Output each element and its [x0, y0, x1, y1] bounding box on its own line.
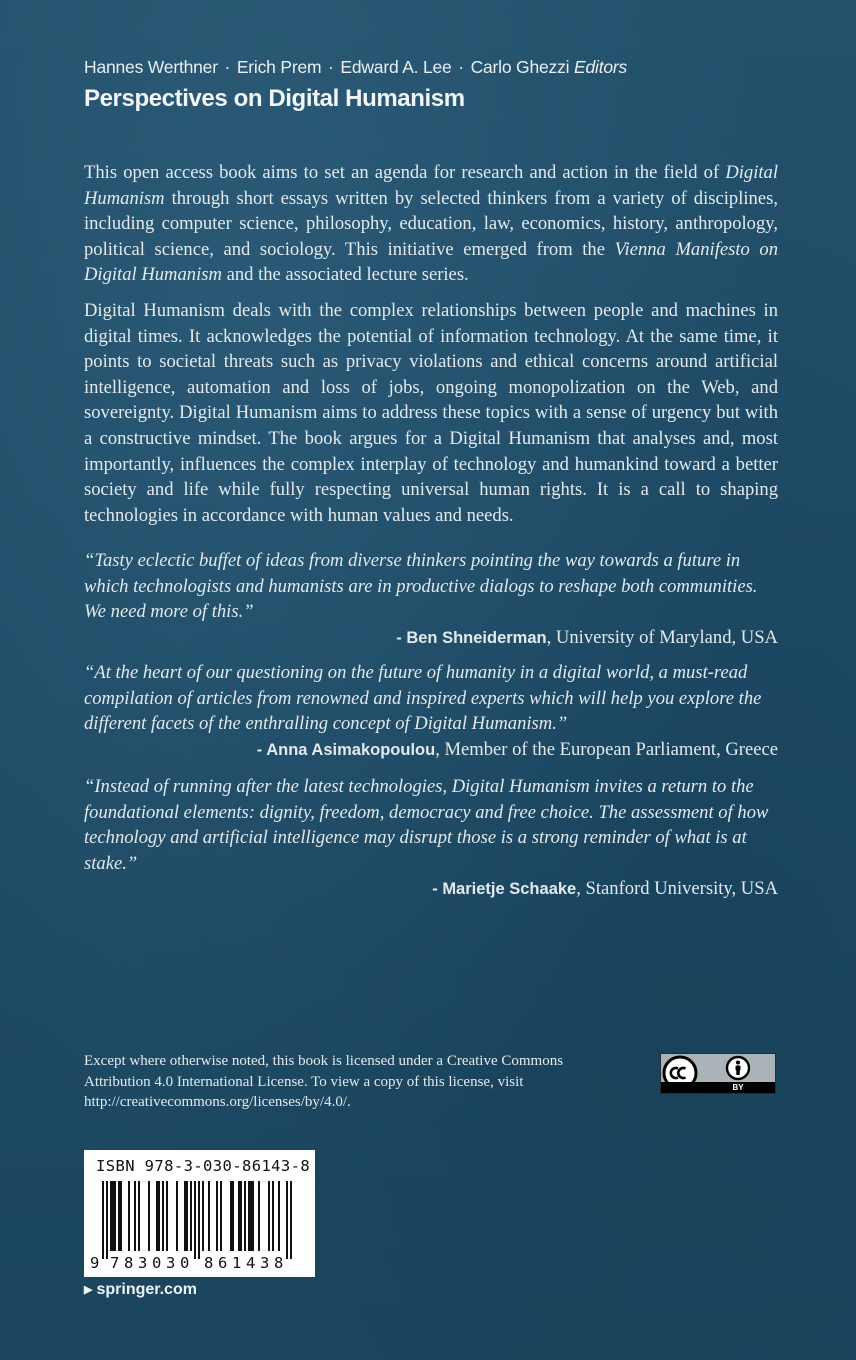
barcode-bar: [258, 1181, 260, 1251]
endorser-name: Marietje Schaake: [442, 880, 577, 898]
barcode-bar: [110, 1181, 116, 1251]
barcode-bar: [220, 1181, 222, 1251]
separator-dot: ·: [458, 57, 464, 77]
barcode-bar: [248, 1181, 254, 1251]
description-emphasis: Digital Humanism: [84, 162, 778, 209]
barcode-digit: 9: [90, 1254, 100, 1272]
barcode-digit: 1: [232, 1254, 242, 1272]
barcode-bar: [138, 1181, 140, 1251]
barcode-digit: 8: [124, 1254, 134, 1272]
attribution-dash: -: [432, 880, 443, 898]
description-paragraph-1: [84, 160, 778, 288]
barcode-bar: [272, 1181, 274, 1251]
editors-role: Editors: [574, 57, 628, 77]
barcode-bar: [162, 1181, 164, 1251]
attribution-dash: -: [396, 629, 407, 647]
barcode-digit: 8: [204, 1254, 214, 1272]
triangle-right-icon: ▶: [84, 1284, 93, 1296]
barcode-digit: 6: [218, 1254, 228, 1272]
endorsement-quote-1: “Tasty eclectic buffet of ideas from diverse thinkers pointing the way towards a future in which technologists and humanists are in productive dialogs to reshape both communities. We need more of this.”: [84, 550, 758, 623]
editor-name: Erich Prem: [236, 57, 322, 77]
barcode-bar: [128, 1181, 130, 1251]
barcode-bar: [286, 1181, 288, 1259]
barcode-bar: [134, 1181, 136, 1251]
barcode-bar: [230, 1181, 234, 1251]
barcode-bar: [244, 1181, 246, 1251]
barcode-bar: [216, 1181, 218, 1251]
barcode-bar: [106, 1181, 108, 1259]
barcode-digit: 0: [152, 1254, 162, 1272]
barcode-bar: [194, 1181, 196, 1259]
barcode-bar: [176, 1181, 178, 1251]
website-label: springer.com: [96, 1281, 197, 1298]
cc-by-license-badge: [660, 1053, 776, 1094]
barcode-bar: [278, 1181, 280, 1251]
endorser-affiliation: , University of Maryland, USA: [546, 627, 778, 648]
barcode-digit: 3: [260, 1254, 270, 1272]
description-paragraph-2: Digital Humanism deals with the complex relationships between people and machines in digital times. It acknowledges the potential of information technology. At the same time, it points to societal threats such as privacy violations and ethical concerns around artificial intelligence, automation and loss of jobs, ongoing monopolization on the Web, and sovereignty. Digital Humanism aims to address these topics with a sense of urgency but with a constructive mindset. The book argues for a Digital Humanism that analyses and, most importantly, influences the complex interplay of technology and humankind toward a better society and life while fully respecting universal human rights. It is a call to shaping technologies in accordance with human values and needs.: [84, 300, 778, 526]
barcode-bar: [208, 1181, 210, 1251]
barcode-bar: [268, 1181, 270, 1251]
publisher-website[interactable]: [84, 1281, 197, 1299]
badge-label-bar: [661, 1082, 775, 1093]
barcode-digit: 7: [110, 1254, 120, 1272]
isbn-barcode: [84, 1150, 315, 1277]
barcode-bar: [102, 1181, 104, 1259]
barcode-digit: 3: [166, 1254, 176, 1272]
endorsement-attribution-1: [396, 625, 778, 652]
endorser-name: Anna Asimakopoulou: [266, 741, 436, 759]
editor-name: Carlo Ghezzi: [470, 57, 570, 77]
endorser-affiliation: , Stanford University, USA: [576, 878, 778, 899]
endorsement-attribution-2: [257, 737, 778, 764]
endorsement-quote-3: “Instead of running after the latest technologies, Digital Humanism invites a return to the foundational elements: dignity, freedom, democracy and free choice. The assessment of how technology and artificial intelligence may disrupt those is a strong reminder of what is at stake.”: [84, 776, 769, 874]
barcode-bar: [202, 1181, 204, 1251]
description-text: This open access book aims to set an agenda for research and action in the field of: [84, 162, 726, 183]
description-emphasis: Vienna Manifesto on Digital Humanism: [84, 238, 778, 286]
barcode-bar: [166, 1181, 168, 1251]
badge-label: BY: [732, 1083, 744, 1092]
barcode-bar: [198, 1181, 200, 1259]
endorser-name: Ben Shneiderman: [406, 629, 547, 647]
barcode-digit: 8: [274, 1254, 284, 1272]
barcode-bar: [238, 1181, 242, 1251]
description-text: through short essays written by selected thinkers from a variety of disciplines, including computer science, philosophy, education, law, economics, history, anthropology, political science, and sociology. This initiative emerged from the: [84, 187, 778, 260]
endorsement-quote-2: “At the heart of our questioning on the future of humanity in a digital world, a must-read compilation of articles from renowned and inspired experts which will help you explore the different facets of the enthralling concept of Digital Humanism.”: [84, 662, 762, 735]
barcode-bar: [184, 1181, 188, 1251]
license-notice: Except where otherwise noted, this book is licensed under a Creative Commons Attribution 4.0 International License. To view a copy of this license, visit http://creativecommons.org/licenses/by/4.0/.: [84, 1053, 564, 1110]
isbn-label: ISBN 978-3-030-86143-8: [96, 1157, 311, 1175]
barcode-bars: [102, 1181, 298, 1259]
endorsement-attribution-3: [432, 876, 778, 903]
barcode-digit: 3: [138, 1254, 148, 1272]
editor-name: Edward A. Lee: [340, 57, 452, 77]
barcode-bar: [148, 1181, 150, 1251]
endorser-affiliation: , Member of the European Parliament, Greece: [435, 739, 778, 760]
attribution-person-icon: [727, 1057, 749, 1079]
barcode-bar: [118, 1181, 122, 1251]
barcode-digit: 0: [180, 1254, 190, 1272]
barcode-bar: [156, 1181, 160, 1251]
editor-name: Hannes Werthner: [84, 57, 218, 77]
separator-dot: ·: [224, 57, 231, 77]
editors-line: [84, 57, 627, 78]
barcode-digit: 4: [246, 1254, 256, 1272]
book-title: Perspectives on Digital Humanism: [84, 85, 465, 112]
barcode-bar: [290, 1181, 292, 1259]
attribution-dash: -: [256, 741, 267, 759]
description-text: and the associated lecture series.: [221, 264, 469, 286]
barcode-bar: [190, 1181, 192, 1251]
separator-dot: ·: [328, 57, 334, 77]
